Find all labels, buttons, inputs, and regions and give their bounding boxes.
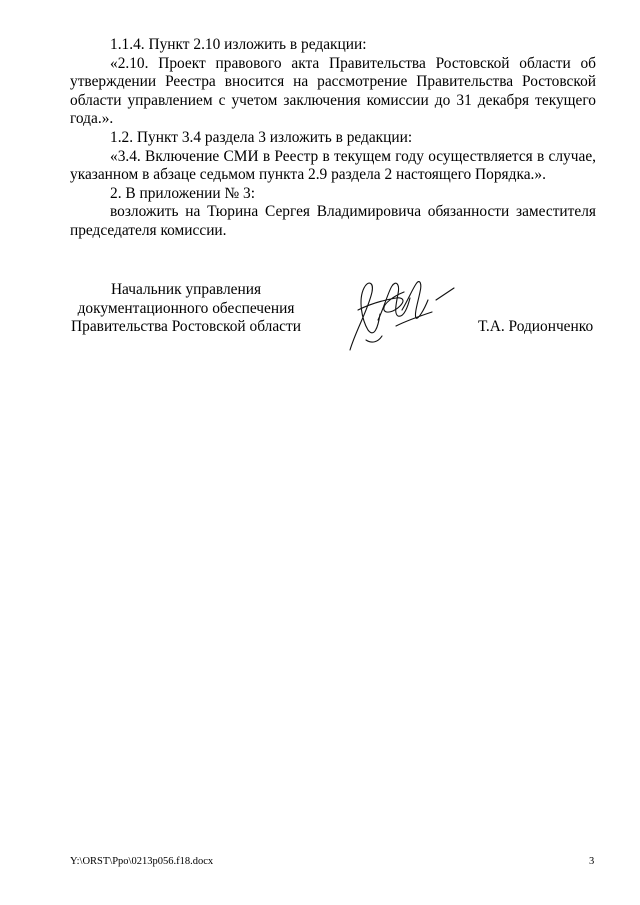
- paragraph-item-1-1-4: 1.1.4. Пункт 2.10 изложить в редакции:: [110, 36, 367, 53]
- position-line: Правительства Ростовской области: [71, 318, 301, 336]
- position-line: документационного обеспечения: [77, 299, 295, 317]
- paragraph-quote-2-10: «2.10. Проект правового акта Правительства Ростовской области об утверждении Реестра вносится на рассмотрение Правительства Ростовской области управлением с учетом заключения комиссии до 31 декабря текущего года.».: [70, 54, 596, 128]
- signer-name: Т.А. Родионченко: [478, 318, 594, 335]
- position-line: Начальник управления: [110, 281, 262, 298]
- page-number: 3: [589, 856, 595, 867]
- signatory-position: [66, 281, 306, 337]
- paragraph-item-2: 2. В приложении № 3:: [110, 184, 255, 202]
- handwritten-signature: [338, 270, 458, 352]
- footer-file-path: Y:\ORST\Ppo\0213p056.f18.docx: [70, 856, 214, 867]
- document-body: [70, 36, 596, 241]
- paragraph-assignment: возложить на Тюрина Сергея Владимировича обязанности заместителя председателя комиссии.: [70, 203, 596, 239]
- paragraph-quote-3-4: «3.4. Включение СМИ в Реестр в текущем году осуществляется в случае, указанном в абзаце седьмом пункта 2.9 раздела 2 настоящего Порядка.».: [70, 147, 596, 184]
- paragraph-item-1-2: 1.2. Пункт 3.4 раздела 3 изложить в редакции:: [110, 128, 413, 146]
